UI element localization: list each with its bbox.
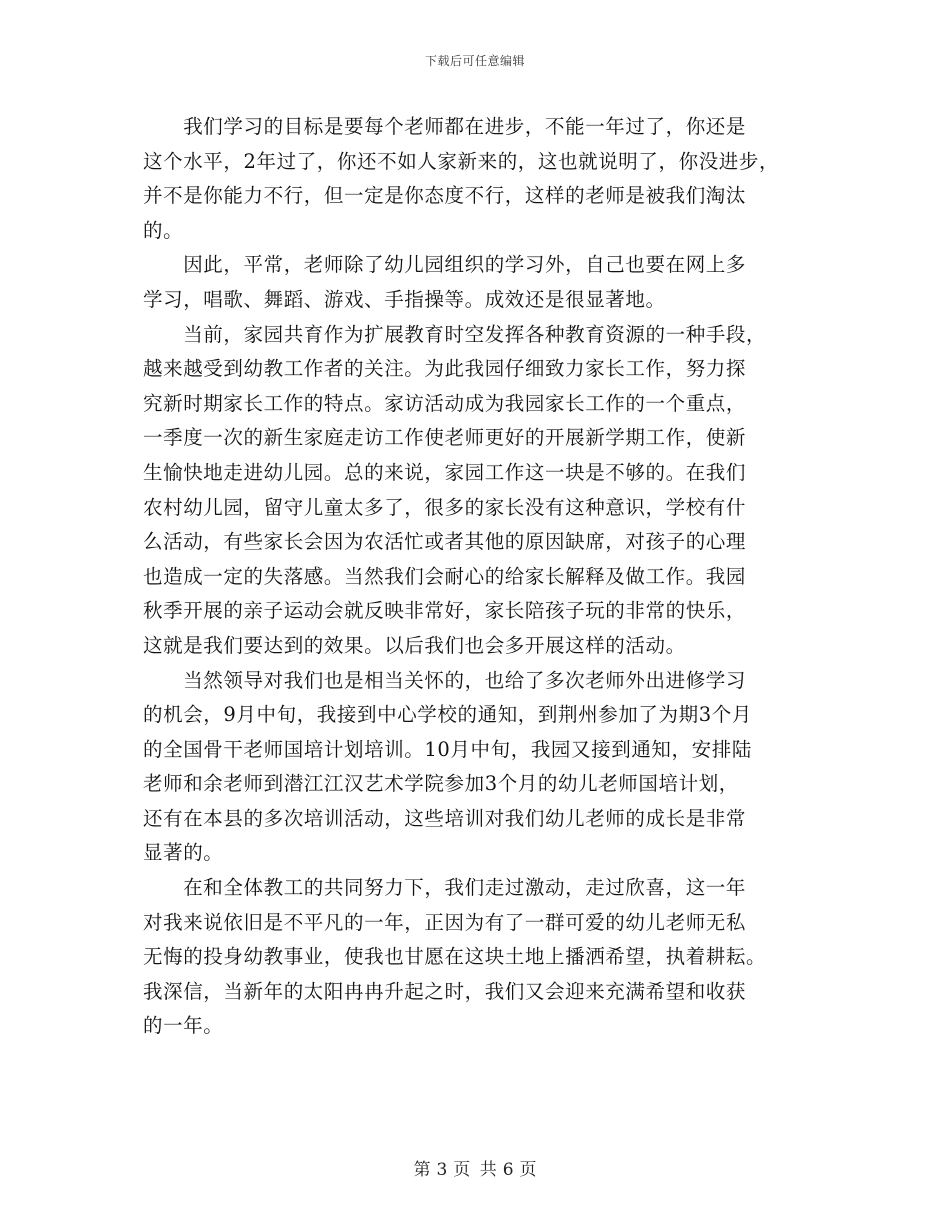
page-footer bbox=[0, 1155, 950, 1180]
paragraph bbox=[143, 871, 833, 1044]
page-header: 下载后可任意编辑 bbox=[424, 54, 525, 68]
text-line: 无悔的投身幼教事业，使我也甘愿在这块土地上播洒希望，执着耕耘。 bbox=[143, 945, 767, 969]
current-page-number: 3 bbox=[436, 1160, 448, 1180]
total-pages-number: 6 bbox=[502, 1160, 514, 1180]
paragraph bbox=[143, 664, 833, 872]
text-line: 这个水平，2年过了，你还不如人家新来的，这也就说明了，你没进步， bbox=[143, 149, 780, 173]
text-line: 的全国骨干老师国培计划培训。10月中旬，我园又接到通知，安排陆 bbox=[143, 737, 752, 761]
text-line: 我深信，当新年的太阳冉冉升起之时，我们又会迎来充满希望和收获 bbox=[143, 979, 747, 1003]
text-line: 生愉快地走进幼儿园。总的来说，家园工作这一块是不够的。在我们 bbox=[143, 460, 747, 484]
text-line: 也造成一定的失落感。当然我们会耐心的给家长解释及做工作。我园 bbox=[143, 564, 747, 588]
document-body bbox=[143, 110, 833, 1044]
paragraph bbox=[143, 110, 833, 248]
text-line: 因此，平常，老师除了幼儿园组织的学习外，自己也要在网上多 bbox=[143, 253, 747, 277]
text-line: 当前，家园共育作为扩展教育时空发挥各种教育资源的一种手段， bbox=[143, 322, 767, 346]
text-line: 农村幼儿园，留守儿童太多了，很多的家长没有这种意识，学校有什 bbox=[143, 495, 747, 519]
text-line: 在和全体教工的共同努力下，我们走过激动，走过欣喜，这一年 bbox=[143, 876, 747, 900]
text-line: 的。 bbox=[143, 218, 184, 242]
text-line: 我们学习的目标是要每个老师都在进步，不能一年过了，你还是 bbox=[143, 115, 747, 138]
paragraph bbox=[143, 318, 833, 664]
text-line: 并不是你能力不行，但一定是你态度不行，这样的老师是被我们淘汰 bbox=[143, 184, 747, 208]
text-line: 究新时期家长工作的特点。家访活动成为我园家长工作的一个重点， bbox=[143, 391, 747, 415]
footer-label-page: 第 bbox=[413, 1160, 431, 1180]
text-line: 么活动，有些家长会因为农活忙或者其他的原因缺席，对孩子的心理 bbox=[143, 530, 747, 554]
footer-label-of: 页 共 bbox=[453, 1160, 497, 1180]
text-line: 这就是我们要达到的效果。以后我们也会多开展这样的活动。 bbox=[143, 633, 686, 657]
text-line: 学习，唱歌、舞蹈、游戏、手指操等。成效还是很显著地。 bbox=[143, 287, 666, 311]
footer-label-end: 页 bbox=[519, 1160, 537, 1180]
text-line: 越来越受到幼教工作者的关注。为此我园仔细致力家长工作，努力探 bbox=[143, 357, 747, 381]
text-line: 的机会，9月中旬，我接到中心学校的通知，到荆州参加了为期3个月 bbox=[143, 703, 752, 727]
text-line: 显著的。 bbox=[143, 841, 224, 865]
text-line: 老师和余老师到潜江江汉艺术学院参加3个月的幼儿老师国培计划， bbox=[143, 772, 739, 796]
text-line: 一季度一次的新生家庭走访工作使老师更好的开展新学期工作，使新 bbox=[143, 426, 747, 450]
paragraph bbox=[143, 248, 833, 317]
text-line: 当然领导对我们也是相当关怀的，也给了多次老师外出进修学习 bbox=[143, 668, 747, 692]
text-line: 对我来说依旧是不平凡的一年，正因为有了一群可爱的幼儿老师无私 bbox=[143, 910, 747, 934]
text-line: 的一年。 bbox=[143, 1014, 224, 1038]
text-line: 秋季开展的亲子运动会就反映非常好，家长陪孩子玩的非常的快乐， bbox=[143, 599, 747, 623]
text-line: 还有在本县的多次培训活动，这些培训对我们幼儿老师的成长是非常 bbox=[143, 806, 747, 830]
